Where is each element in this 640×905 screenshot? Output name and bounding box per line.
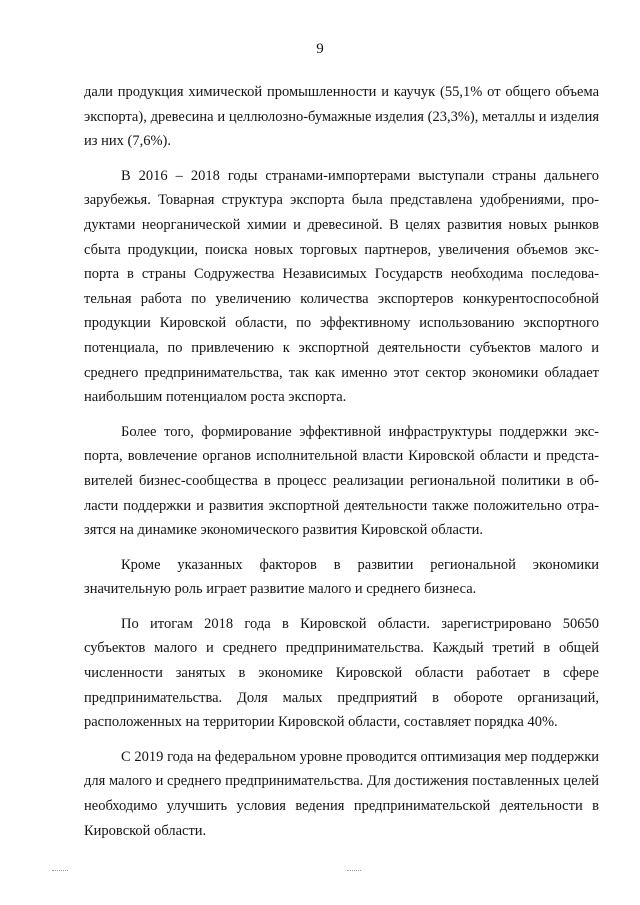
paragraph-export-infrastructure: Более того, формирование эффективной инфраструктуры поддержки экспорта, вовлечение органов исполнительной власти Кировской области и представителей бизнес-сообщества в процесс реализации региональной политики в области поддержки и развития экспортной деятельности также положительно отразятся на динамике экономического развития Кировской области. (84, 423, 599, 539)
paragraph-export-structure-continued: дали продукция химической промышленности и каучук (55,1% от общего объема экспорта), древесина и целлюлозно-бумажные изделия (23,3%), металлы и изделия из них (7,6%). (84, 84, 599, 150)
paragraph-importers-2016-2018: В 2016 – 2018 годы странами-импортерами выступали страны дальнего зарубежья. Товарная структура экспорта была представлена удобрениями, продуктами неорганической химии и древесиной. В целях развития новых рынков сбыта продукции, поиска новых торговых партнеров, увеличения объемов экспорта в страны Содружества Независимых Государств необходима последовательная работа по увеличению количества экспортеров конкурентоспособной продукции Кировской области, по эффективному использованию экспортного потенциала, по привлечению к экспортной деятельности субъектов малого и среднего предпринимательства, так как именно этот сектор экономики обладает наибольшим потенциалом роста экспорта. (84, 167, 599, 406)
document-body (84, 80, 599, 853)
paragraph-small-business-role: Кроме указанных факторов в развитии региональной экономики значительную роль играет развитие малого и среднего бизнеса. (84, 556, 599, 598)
page-number: 9 (316, 41, 324, 57)
scan-artifact-right (347, 870, 361, 873)
scan-artifact-left (52, 870, 68, 873)
paragraph-2019-optimization: С 2019 года на федеральном уровне проводится оптимизация мер поддержки для малого и среднего предпринимательства. Для достижения поставленных целей необходимо улучшить условия ведения предпринимательской деятельности в Кировской области. (84, 748, 599, 839)
paragraph-2018-results: По итогам 2018 года в Кировской области. зарегистрировано 50650 субъектов малого и среднего предпринимательства. Каждый третий в общей численности занятых в экономике Кировской области работает в сфере предпринимательства. Доля малых предприятий в обороте организаций, расположенных на территории Кировской области, составляет порядка 40%. (84, 615, 599, 731)
